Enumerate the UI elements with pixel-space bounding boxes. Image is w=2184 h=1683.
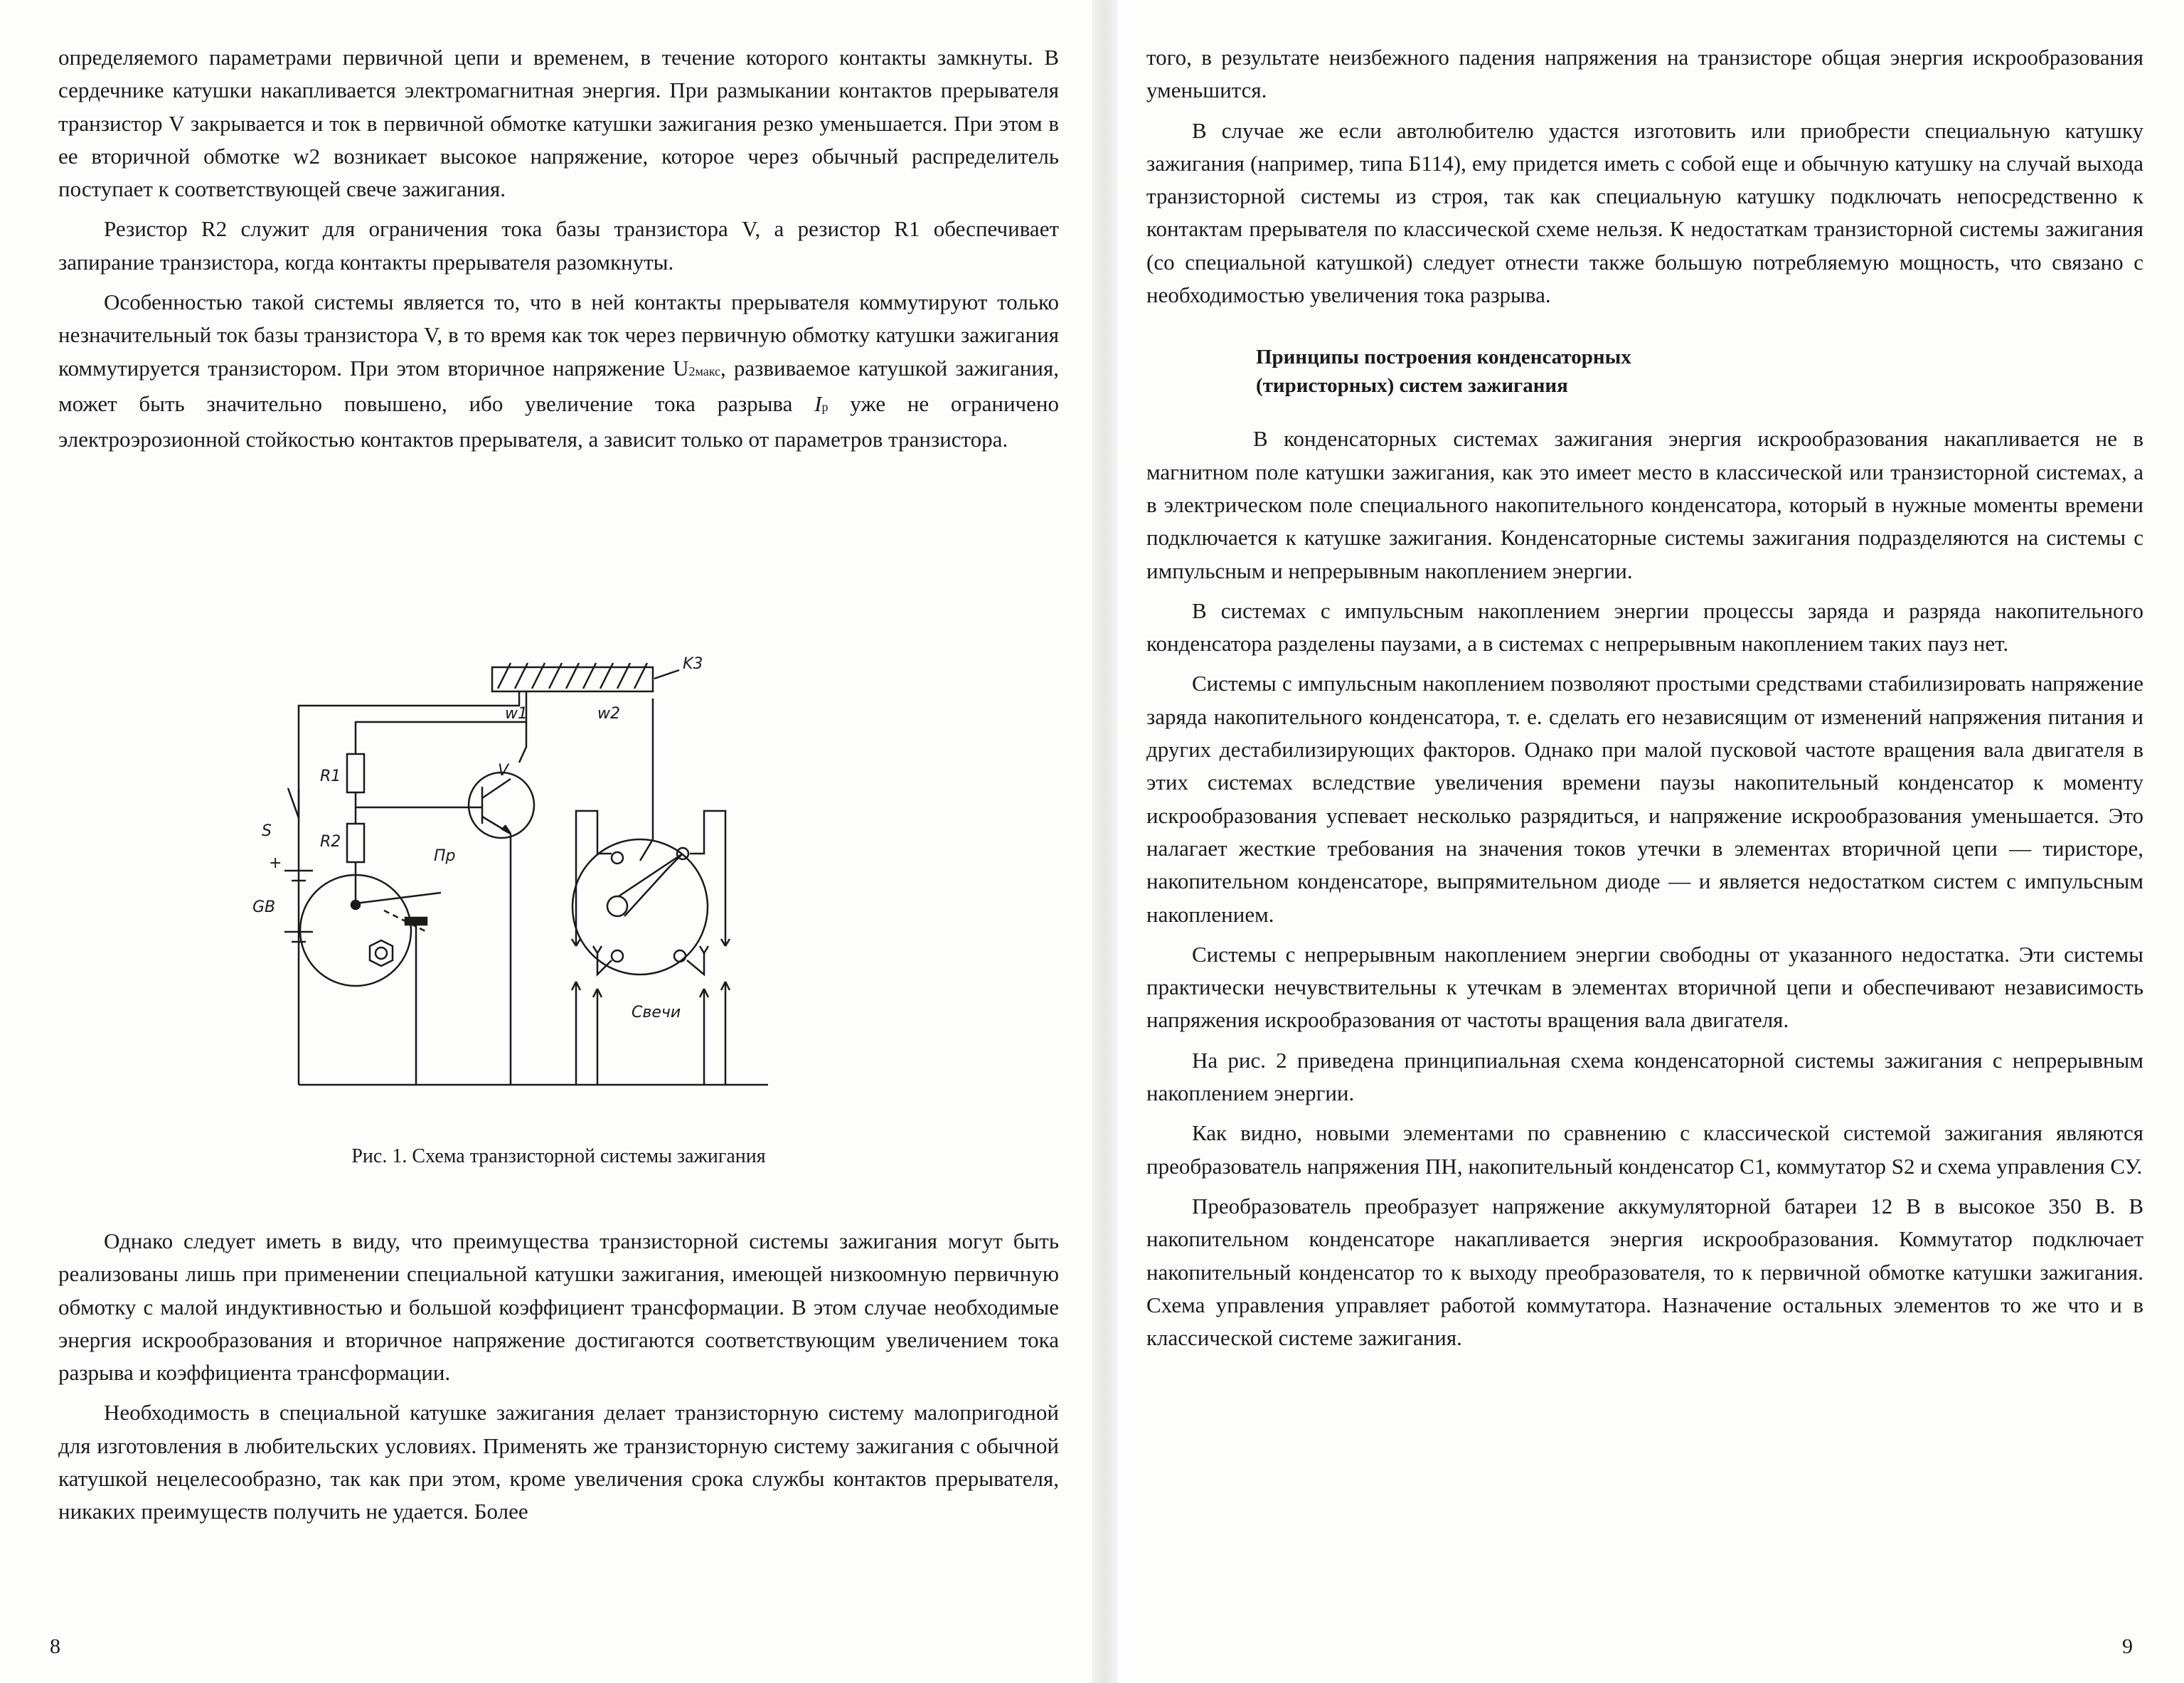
left-paragraph-3 [58,286,1059,456]
left-paragraph-3-part-a: Особенностью такой системы является то, что в ней контакты прерывателя коммутируют только незначительный ток базы транзистора V, в то время как ток через первичную обмотку катушки зажигания коммутируется транзистором. При этом вторичное напряжение U [58,290,1059,381]
left-page-text-bottom [58,1225,1059,1529]
right-paragraph-1: того, в результате неизбежного падения напряжения на транзисторе общая энергия искрообразования уменьшится. [1146,45,2143,103]
section-heading [1146,343,2143,400]
right-paragraph-2: В случае же если автолюбителю удастся изготовить или приобрести специальную катушку зажигания (например, типа Б114), ему придется иметь с собой еще и обычную катушку на случай выхода транзисторной системы из строя, так как специальную катушку подключать непосредственно к контактам прерывателя по классической схеме нельзя. К недостаткам транзисторной системы зажигания (со специальной катушкой) следует отнести также большую потребляемую мощность, что связано с необходимостью увеличения тока разрыва. [1146,117,2143,308]
left-paragraph-2: Резистор R2 служит для ограничения тока базы транзистора V, а резистор R1 обеспечивает запирание транзистора, когда контакты прерывателя разомкнуты. [58,216,1059,275]
label-w2: w2 [597,705,620,723]
label-switch: S [262,822,272,840]
label-plus: + [269,854,282,872]
left-paragraph-4: Однако следует иметь в виду, что преимущества транзисторной системы зажигания могут быть реализованы лишь при применении специальной катушки зажигания, имеющей низкоомную первичную обмотку с малой индуктивностью и большой коэффициент трансформации. В этом случае необходимые энергия искрообразования и вторичное напряжение достигаются соответствующим увеличением тока разрыва и коэффициента трансформации. [58,1228,1059,1386]
figure-1-caption: Рис. 1. Схема транзисторной системы зажигания [351,1145,766,1167]
ip-subscript: р [821,399,829,414]
label-transistor: V [498,762,509,780]
label-breaker: Пр [434,847,456,865]
left-page-text-top [58,41,1059,457]
page-number-left: 8 [50,1635,60,1658]
circuit-diagram [252,647,797,1088]
label-plugs: Свечи [632,1004,681,1021]
section-heading-line-2: (тиристорных) систем зажигания [1256,374,1568,398]
u2max-subscript: 2макс [688,363,721,378]
page-number-right: 9 [2122,1635,2133,1658]
figure-1-circuit [252,647,797,1088]
left-paragraph-1: определяемого параметрами первичной цепи и временем, в течение которого контакты замкнуты. В сердечнике катушки накапливается электромагнитная энергия. При размыкании контактов прерывателя транзистор V закрывается и ток в первичной обмотке катушки зажигания резко уменьшается. При этом в ее вторичной обмотке w2 возникает высокое напряжение, которое через обычный распределитель поступает к соответствующей свече зажигания. [58,45,1059,202]
right-paragraph-8: Как видно, новыми элементами по сравнению с классической системой зажигания являются преобразователь напряжения ПН, накопительный конденсатор С1, коммутатор S2 и схема управления СУ. [1146,1120,2143,1179]
ip-symbol: I [814,391,822,416]
left-paragraph-5: Необходимость в специальной катушке зажигания делает транзисторную систему малопригодной для изготовления в любительских условиях. Применять же транзисторную систему зажигания с обычной катушкой нецелесообразно, так как при этом, кроме увеличения срока службы контактов прерывателя, никаких преимуществ получить не удается. Более [58,1400,1059,1524]
right-paragraph-3: В конденсаторных системах зажигания энергия искрообразования накапливается не в магнитном поле катушки зажигания, как это имеет место в классической или транзисторной системах, а в электрическом поле специального накопительного конденсатора, который в нужные моменты времени подключается к катушке зажигания. Конденсаторные системы зажигания подразделяются на системы с импульсным и непрерывным накоплением энергии. [1146,426,2143,583]
label-r2: R2 [320,833,341,851]
right-page-text [1146,41,2143,1354]
label-w1: w1 [505,705,528,723]
right-paragraph-5: Системы с импульсным накоплением позволяют простыми средствами стабилизировать напряжение заряда накопительного конденсатора, т. е. сделать его независящим от изменений напряжения питания и других дестабилизирующих факторов. Однако при малой пусковой частоте вращения вала двигателя в этих системах вследствие увеличения времени паузы накопительный конденсатор к моменту искрообразования успевает несколько разрядиться, и напряжение искрообразования уменьшается. Это налагает жесткие требования на значения токов утечки в элементах вторичной цепи — тиристоре, накопительном конденсаторе, выпрямительном диоде — и является недостатком систем с импульсным накоплением. [1146,671,2143,927]
resistor-r2 [347,824,364,862]
section-heading-line-1: Принципы построения конденсаторных [1256,346,1631,369]
label-battery: GB [252,898,276,916]
label-k3: K3 [683,655,703,673]
right-paragraph-4: В системах с импульсным накоплением энергии процессы заряда и разряда накопительного конденсатора разделены паузами, а в системах с непрерывным накоплением таких пауз нет. [1146,598,2143,657]
right-paragraph-7: На рис. 2 приведена принципиальная схема конденсаторной системы зажигания с непрерывным накоплением энергии. [1146,1047,2143,1106]
label-r1: R1 [320,768,341,785]
left-paragraph-3-part-c: уже не ограничено электроэрозионной стойкостью контактов прерывателя, а зависит только от параметров транзистора. [58,391,1059,452]
page-gutter [1092,0,1117,1683]
left-paragraph-3-part-b: , развиваемое катушкой зажигания, может быть значительно повышено, ибо увеличение тока разрыва [58,355,1059,416]
resistor-r1 [347,754,364,792]
right-paragraph-9: Преобразователь преобразует напряжение аккумуляторной батареи 12 В в высокое 350 В. В накопительном конденсаторе накапливается энергия искрообразования. Коммутатор подключает накопительный конденсатор то к выходу преобразователя, то к первичной обмотке катушки зажигания. Схема управления управляет работой коммутатора. Назначение остальных элементов то же что и в классической системе зажигания. [1146,1193,2143,1351]
right-paragraph-6: Системы с непрерывным накоплением энергии свободны от указанного недостатка. Эти системы практически нечувствительны к утечкам в элементах вторичной цепи и обеспечивают независимость напряжения искрообразования от частоты вращения вала двигателя. [1146,941,2143,1033]
